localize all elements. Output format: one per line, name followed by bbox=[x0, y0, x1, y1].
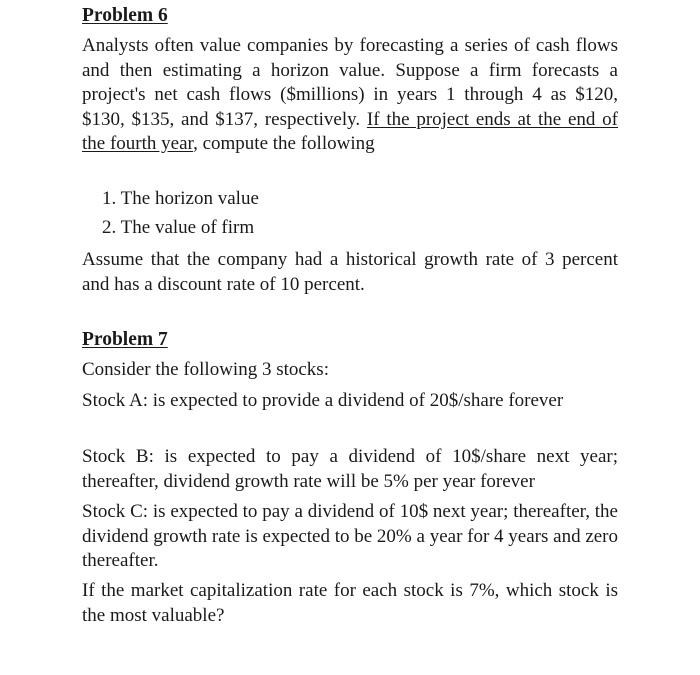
problem-6-heading bbox=[82, 4, 168, 28]
problem-7-heading bbox=[82, 328, 168, 352]
problem-6-intro-text: Analysts often value companies by forecasting a series of cash flows and then estimating a horizon value. Suppose a firm forecasts a project's net cash flows ($millions) in years 1 through 4 as $120, $130, $135, and $137, respectively. bbox=[82, 35, 618, 130]
problem-7-question: If the market capitalization rate for each stock is 7%, which stock is the most valuable? bbox=[82, 580, 618, 626]
list-item: 2. The value of firm bbox=[102, 216, 255, 238]
problem-7-intro: Consider the following 3 stocks: bbox=[82, 359, 329, 380]
list-item: 1. The horizon value bbox=[102, 188, 259, 209]
problem-6-title: Problem 6 bbox=[82, 5, 168, 26]
stock-a-description: Stock A: is expected to provide a dividend of 20$/share forever bbox=[82, 390, 564, 411]
problem-6-intro-text-end: , compute the following bbox=[193, 133, 375, 154]
stock-b-description: Stock B: is expected to pay a dividend of 10$/share next year; thereafter, dividend growth rate will be 5% per year forever bbox=[82, 446, 618, 492]
problem-6-intro bbox=[82, 34, 618, 157]
problem-6-list bbox=[82, 187, 618, 240]
problem-6-assumption: Assume that the company had a historical growth rate of 3 percent and has a discount rate of 10 percent. bbox=[82, 249, 618, 295]
stock-c-description: Stock C: is expected to pay a dividend of 10$ next year; thereafter, the dividend growth rate is expected to be 20% a year for 4 years and zero thereafter. bbox=[82, 501, 619, 571]
problem-6-condition: If the project ends at the end of the fourth year bbox=[82, 108, 618, 154]
problem-7-title: Problem 7 bbox=[82, 329, 168, 350]
